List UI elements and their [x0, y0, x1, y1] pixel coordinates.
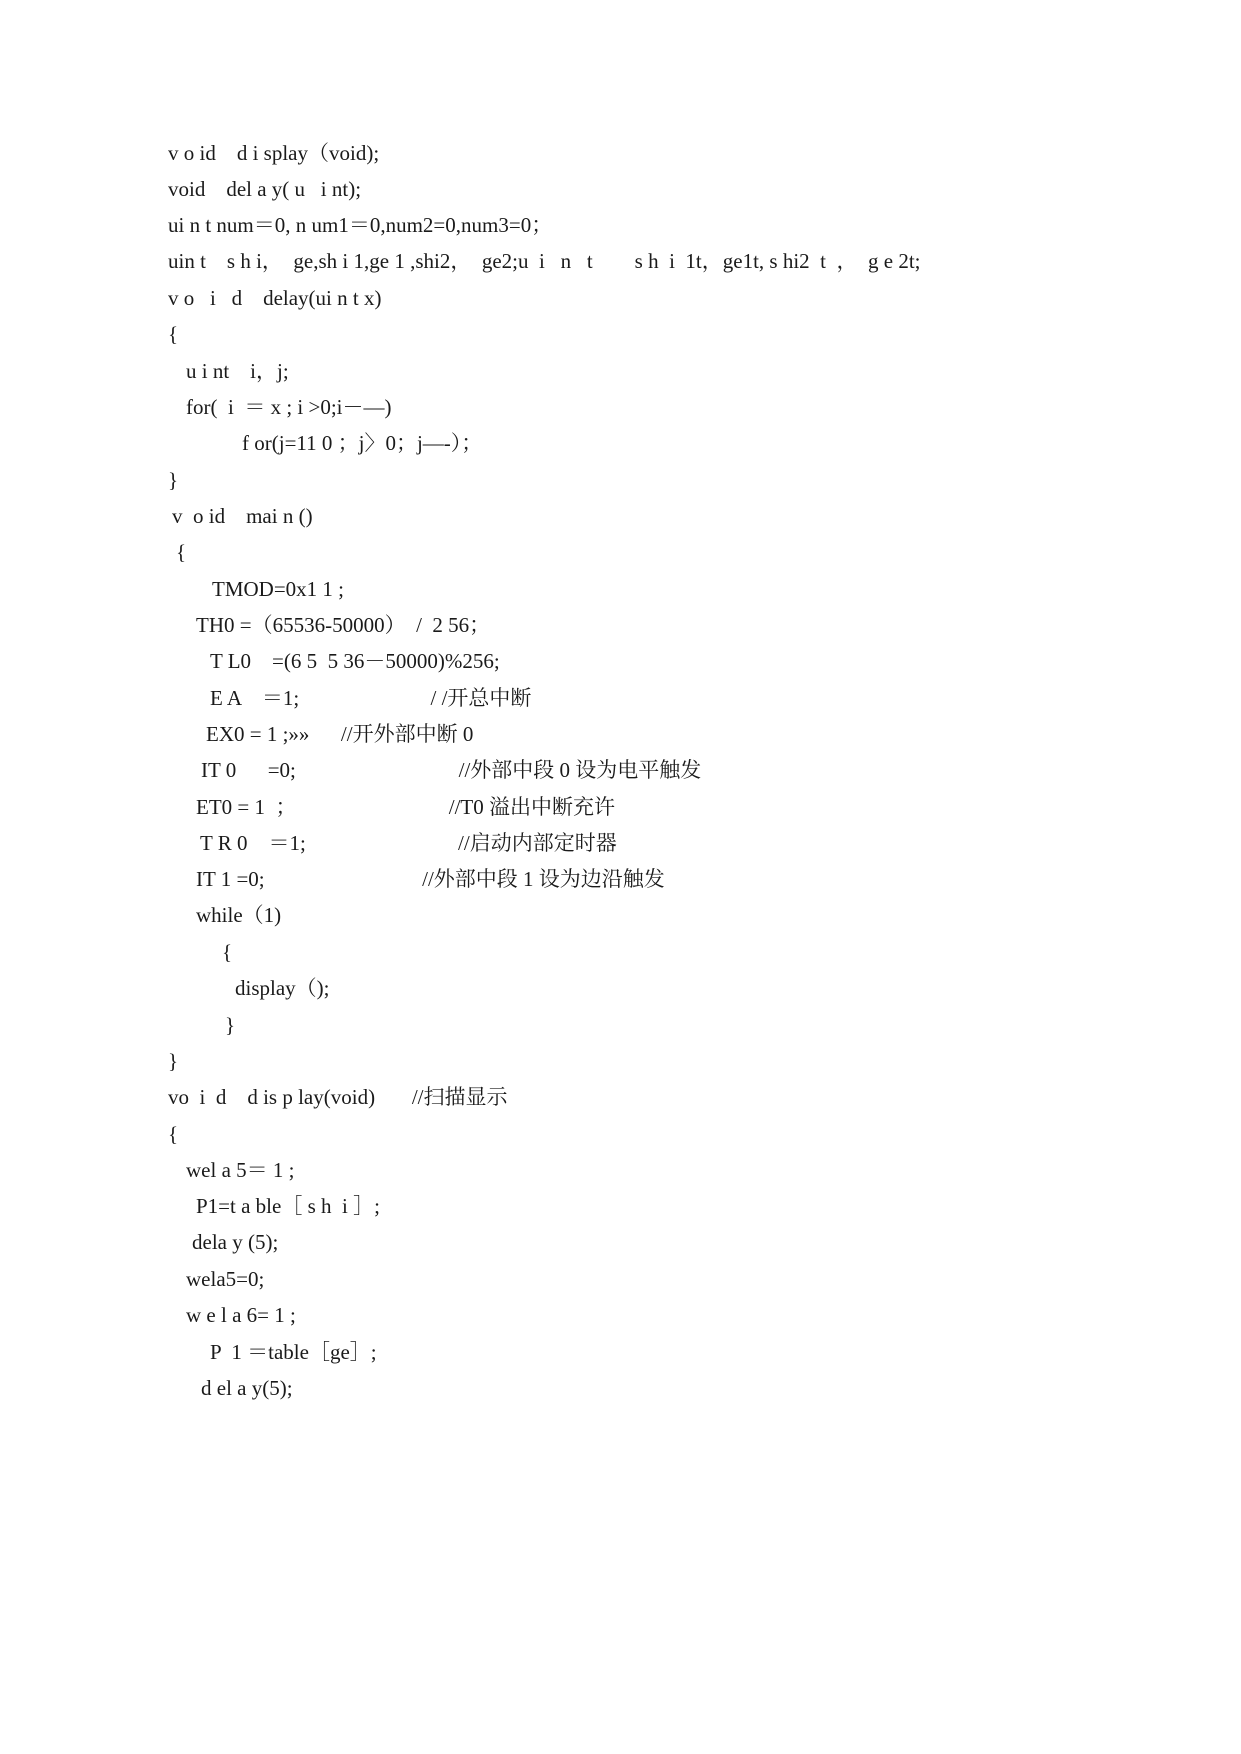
code-line: u i nt i，j; [186, 359, 289, 383]
code-line: display（); [235, 976, 330, 1000]
code-line: w e l a 6= 1 ; [186, 1303, 296, 1327]
code-line: P 1 ＝table［ge］; [210, 1340, 377, 1364]
code-line: wel a 5＝ 1 ; [186, 1158, 295, 1182]
code-line: { [168, 1122, 179, 1146]
code-line: ui n t num＝0, n um1＝0,num2=0,num3=0； [168, 213, 553, 237]
code-line: vo i d d is p lay(void) //扫描显示 [168, 1085, 508, 1109]
code-line: TH0 =（65536-50000） / 2 56； [196, 613, 491, 637]
code-line: T R 0 ＝1; //启动内部定时器 [200, 831, 617, 855]
code-line: void del a y( u i nt); [168, 177, 362, 201]
code-line: { [222, 940, 233, 964]
code-line: TMOD=0x1 1 ; [212, 577, 345, 601]
code-line: IT 0 =0; //外部中段 0 设为电平触发 [201, 758, 702, 782]
code-line: v o id mai n () [172, 504, 313, 528]
code-line: IT 1 =0; //外部中段 1 设为边沿触发 [196, 867, 665, 891]
code-line: wela5=0; [186, 1267, 265, 1291]
code-line: } [225, 1013, 236, 1037]
code-line: } [168, 468, 179, 492]
code-line: v o i d delay(ui n t x) [168, 286, 382, 310]
code-line: ET0 = 1 ； //T0 溢出中断充许 [196, 795, 615, 819]
code-line: while（1) [196, 903, 282, 927]
code-line: { [168, 322, 179, 346]
code-line: { [176, 540, 187, 564]
code-line: d el a y(5); [201, 1376, 293, 1400]
code-line: E A ＝1; / /开总中断 [210, 686, 532, 710]
code-line: uin t s h i， ge,sh i 1,ge 1 ,shi2， ge2;u i n t s h i 1t，ge1t, s hi2 t ， g e 2t; [168, 249, 921, 273]
code-line: dela y (5); [192, 1230, 279, 1254]
code-line: for( i ＝ x ; i >0;i－—) [186, 395, 392, 419]
code-line: f or(j=11 0 ；j〉0；j—-）； [242, 431, 483, 455]
code-line: v o id d i splay（void); [168, 141, 380, 165]
code-line: EX0 = 1 ;»» //开外部中断 0 [206, 722, 474, 746]
code-line: P1=t a ble［ s h i ］; [196, 1194, 380, 1218]
code-line: T L0 =(6 5 5 36－50000)%256; [210, 649, 500, 673]
code-line: } [168, 1049, 179, 1073]
